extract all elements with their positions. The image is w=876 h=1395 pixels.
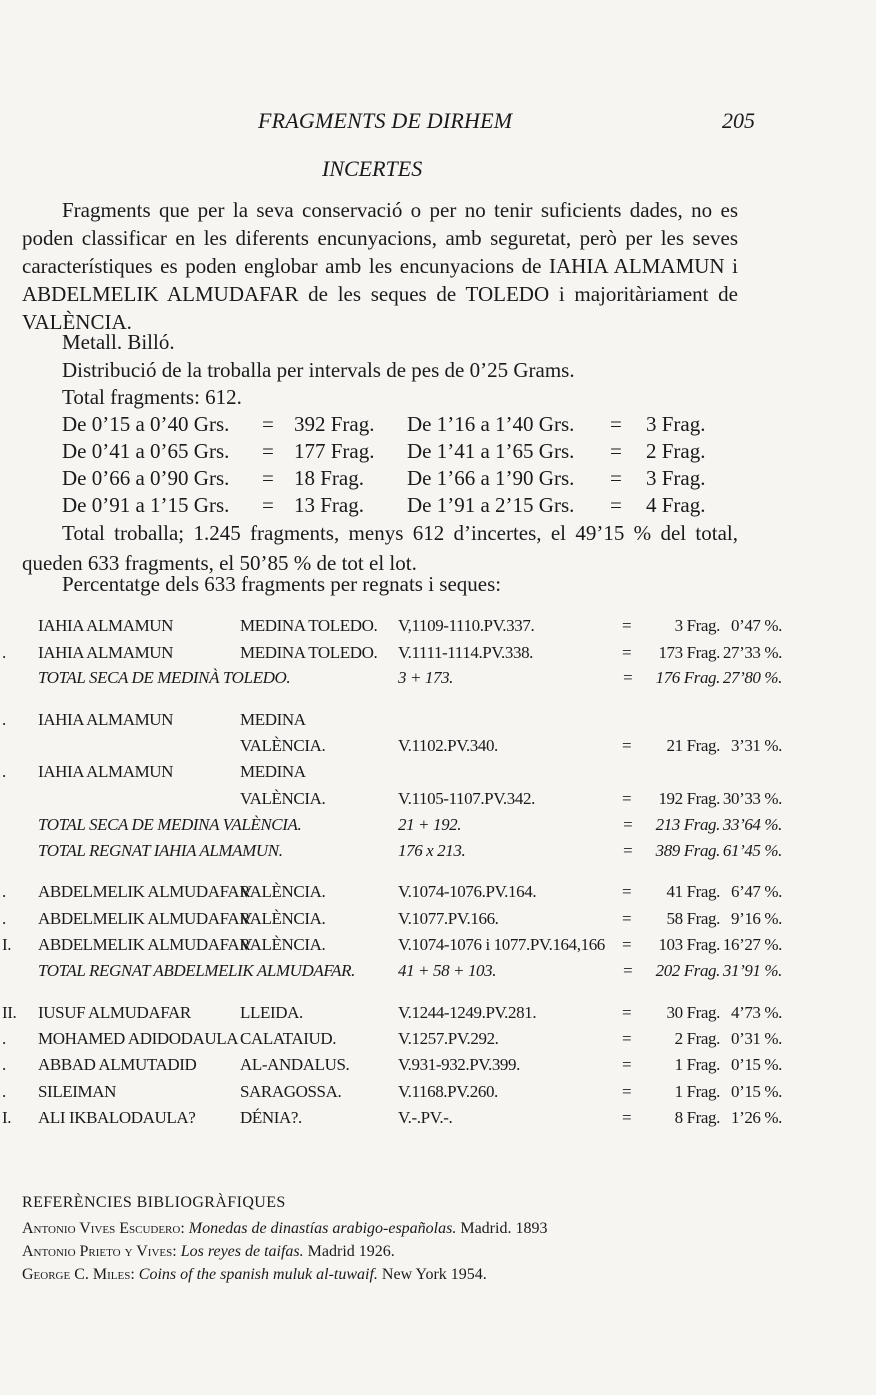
table-row — [0, 1082, 876, 1106]
table-row — [0, 789, 876, 813]
cell-pct: 61’45 %. — [722, 841, 782, 860]
cell-ruler: ABDELMELIK ALMUDAFAR — [38, 909, 251, 928]
cell-pct: 33’64 %. — [722, 815, 782, 834]
cell-ruler: IAHIA ALMAMUN — [38, 710, 174, 729]
table-row — [0, 909, 876, 933]
table-row — [0, 762, 876, 786]
cell-frag: 21 Frag. — [666, 736, 720, 755]
cell-frag: 30 Frag. — [666, 1003, 720, 1022]
distribution-range-a: De 0’91 a 1’15 Grs. — [62, 493, 230, 517]
cell-frag: 389 Frag. — [655, 841, 720, 860]
cell-frag: 173 Frag. — [658, 643, 720, 662]
cell-frag: 213 Frag. — [655, 815, 720, 834]
table-row — [0, 882, 876, 906]
cell-mint: LLEIDA. — [240, 1003, 303, 1022]
cell-ruler: TOTAL SECA DE MEDINÀ TOLEDO. — [38, 668, 291, 687]
reference-author: George C. Miles: — [22, 1266, 135, 1283]
cell-mark: . — [2, 1082, 6, 1101]
distribution-range-b: De 1’16 a 1’40 Grs. — [407, 412, 575, 436]
cell-mark: . — [2, 643, 6, 662]
reference-publication: New York 1954. — [381, 1266, 487, 1283]
cell-eq: = — [622, 1055, 632, 1074]
table-row — [0, 710, 876, 734]
cell-ruler: IAHIA ALMAMUN — [38, 643, 174, 662]
reference-title: Monedas de dinastías arabigo-españolas. — [188, 1220, 457, 1237]
cell-frag: 8 Frag. — [674, 1108, 720, 1127]
reference-item — [22, 1243, 395, 1261]
table-row — [0, 736, 876, 760]
reference-publication: Madrid 1926. — [307, 1243, 395, 1260]
cell-ruler: TOTAL SECA DE MEDINA VALÈNCIA. — [38, 815, 302, 834]
cell-ref: V.1111-1114.PV.338. — [398, 643, 534, 662]
cell-mark: I. — [2, 935, 12, 954]
cell-ref: 21 + 192. — [398, 815, 462, 834]
cell-frag: 58 Frag. — [666, 909, 720, 928]
distribution-count-a: 392 Frag. — [294, 412, 375, 436]
cell-ref: 3 + 173. — [398, 668, 454, 687]
cell-mint: DÉNIA?. — [240, 1108, 302, 1127]
cell-ref: V.1168.PV.260. — [398, 1082, 498, 1101]
cell-frag: 1 Frag. — [674, 1055, 720, 1074]
cell-mint: VALÈNCIA. — [240, 789, 326, 808]
cell-pct: 31’91 %. — [722, 961, 782, 980]
table-row — [0, 935, 876, 959]
cell-frag: 3 Frag. — [674, 616, 720, 635]
cell-mark: . — [2, 882, 6, 901]
cell-frag: 1 Frag. — [674, 1082, 720, 1101]
reference-author: Antonio Prieto y Vives: — [22, 1243, 177, 1260]
cell-eq: = — [622, 668, 634, 687]
reference-item — [22, 1266, 487, 1284]
percentage-title: Percentatge dels 633 fragments per regnats i seques: — [62, 572, 502, 596]
cell-ruler: IUSUF ALMUDAFAR — [38, 1003, 191, 1022]
cell-pct: 30’33 %. — [722, 789, 782, 808]
distribution-title: Distribució de la troballa per intervals de pes de 0’25 Grams. — [62, 358, 575, 382]
cell-mint: MEDINA TOLEDO. — [240, 616, 378, 635]
table-row — [0, 815, 876, 839]
cell-pct: 6’47 %. — [730, 882, 782, 901]
cell-mint: VALÈNCIA. — [240, 935, 326, 954]
cell-frag: 103 Frag. — [658, 935, 720, 954]
cell-pct: 27’80 %. — [722, 668, 782, 687]
cell-mark: . — [2, 762, 6, 781]
cell-ref: V,1109-1110.PV.337. — [398, 616, 535, 635]
distribution-eq-b: = — [610, 439, 622, 463]
cell-ruler: MOHAMED ADIDODAULA — [38, 1029, 239, 1048]
cell-mint: MEDINA — [240, 762, 306, 781]
cell-pct: 0’47 %. — [730, 616, 782, 635]
table-row — [0, 668, 876, 692]
cell-mark: I. — [2, 1108, 12, 1127]
reference-item — [22, 1220, 547, 1238]
cell-ref: V.1257.PV.292. — [398, 1029, 499, 1048]
page-number: 205 — [722, 108, 755, 133]
cell-frag: 176 Frag. — [655, 668, 720, 687]
distribution-eq-a: = — [262, 493, 274, 517]
cell-pct: 3’31 %. — [730, 736, 782, 755]
cell-ref: V.1074-1076.PV.164. — [398, 882, 537, 901]
cell-eq: = — [622, 643, 632, 662]
table-row — [0, 961, 876, 985]
cell-mark: . — [2, 710, 6, 729]
cell-pct: 1’26 %. — [730, 1108, 782, 1127]
distribution-range-a: De 0’66 a 0’90 Grs. — [62, 466, 230, 490]
cell-ruler: TOTAL REGNAT IAHIA ALMAMUN. — [38, 841, 283, 860]
cell-eq: = — [622, 616, 632, 635]
cell-ref: V.931-932.PV.399. — [398, 1055, 520, 1074]
table-row — [0, 643, 876, 667]
cell-mint: MEDINA — [240, 710, 306, 729]
cell-pct: 27’33 %. — [722, 643, 782, 662]
cell-mark: . — [2, 1055, 6, 1074]
cell-frag: 2 Frag. — [674, 1029, 720, 1048]
reference-title: Coins of the spanish muluk al-tuwaif. — [138, 1266, 378, 1283]
cell-mint: VALÈNCIA. — [240, 882, 326, 901]
reference-publication: Madrid. 1893 — [460, 1220, 548, 1237]
cell-ref: 176 x 213. — [398, 841, 466, 860]
section-title: INCERTES — [322, 156, 423, 181]
cell-pct: 4’73 %. — [730, 1003, 782, 1022]
cell-pct: 0’31 %. — [730, 1029, 782, 1048]
distribution-count-b: 3 Frag. — [646, 466, 706, 490]
cell-eq: = — [622, 1003, 632, 1022]
cell-ref: V.1102.PV.340. — [398, 736, 498, 755]
cell-eq: = — [622, 815, 634, 834]
cell-ruler: ALI IKBALODAULA? — [38, 1108, 196, 1127]
table-row — [0, 841, 876, 865]
cell-eq: = — [622, 1108, 632, 1127]
cell-mark: . — [2, 1029, 6, 1048]
cell-ref: V.-.PV.-. — [398, 1108, 453, 1127]
cell-pct: 16’27 %. — [722, 935, 782, 954]
cell-ruler: IAHIA ALMAMUN — [38, 616, 174, 635]
cell-eq: = — [622, 961, 634, 980]
distribution-range-b: De 1’66 a 1’90 Grs. — [407, 466, 575, 490]
cell-mint: VALÈNCIA. — [240, 736, 326, 755]
cell-ref: V.1105-1107.PV.342. — [398, 789, 535, 808]
cell-eq: = — [622, 789, 632, 808]
distribution-eq-b: = — [610, 493, 622, 517]
cell-mint: MEDINA TOLEDO. — [240, 643, 378, 662]
intro-paragraph: Fragments que per la seva conservació o per no tenir suficients dades, no es poden classificar en les diferents encunyacions, amb seguretat, però per les seves característiques es poden englobar amb les encunyacions de IAHIA ALMAMUN i ABDELMELIK ALMUDAFAR de les seques de TOLEDO i majoritàriament de VALÈNCIA. — [22, 198, 738, 334]
total-paragraph: Total troballa; 1.245 fragments, menys 612 d’incertes, el 49’15 % del total, queden 633 fragments, el 50’85 % de tot el lot. — [22, 521, 738, 575]
distribution-range-a: De 0’15 a 0’40 Grs. — [62, 412, 230, 436]
cell-ruler: SILEIMAN — [38, 1082, 117, 1101]
distribution-count-b: 3 Frag. — [646, 412, 706, 436]
distribution-eq-a: = — [262, 466, 274, 490]
table-row — [0, 616, 876, 640]
cell-mint: CALATAIUD. — [240, 1029, 337, 1048]
reference-title: Los reyes de taifas. — [180, 1243, 304, 1260]
cell-eq: = — [622, 909, 632, 928]
cell-frag: 192 Frag. — [658, 789, 720, 808]
distribution-count-b: 4 Frag. — [646, 493, 706, 517]
cell-eq: = — [622, 935, 632, 954]
cell-mint: VALÈNCIA. — [240, 909, 326, 928]
cell-eq: = — [622, 882, 632, 901]
cell-ref: V.1244-1249.PV.281. — [398, 1003, 537, 1022]
cell-mark: . — [2, 909, 6, 928]
cell-ruler: TOTAL REGNAT ABDELMELIK ALMUDAFAR. — [38, 961, 356, 980]
distribution-eq-b: = — [610, 412, 622, 436]
metal-line: Metall. Billó. — [62, 330, 175, 354]
cell-mark: II. — [2, 1003, 17, 1022]
distribution-range-b: De 1’91 a 2’15 Grs. — [407, 493, 575, 517]
cell-ruler: ABBAD ALMUTADID — [38, 1055, 197, 1074]
cell-frag: 202 Frag. — [655, 961, 720, 980]
distribution-count-b: 2 Frag. — [646, 439, 706, 463]
cell-ref: 41 + 58 + 103. — [398, 961, 497, 980]
table-row — [0, 1055, 876, 1079]
cell-pct: 0’15 %. — [730, 1082, 782, 1101]
distribution-range-a: De 0’41 a 0’65 Grs. — [62, 439, 230, 463]
cell-frag: 41 Frag. — [666, 882, 720, 901]
cell-eq: = — [622, 841, 634, 860]
distribution-eq-b: = — [610, 466, 622, 490]
distribution-eq-a: = — [262, 412, 274, 436]
distribution-eq-a: = — [262, 439, 274, 463]
table-row — [0, 1029, 876, 1053]
cell-mint: AL-ANDALUS. — [240, 1055, 350, 1074]
cell-ref: V.1074-1076 i 1077.PV.164,166 — [398, 935, 605, 954]
total-fragments: Total fragments: 612. — [62, 385, 242, 409]
table-row — [0, 1003, 876, 1027]
distribution-count-a: 177 Frag. — [294, 439, 375, 463]
cell-mint: SARAGOSSA. — [240, 1082, 342, 1101]
cell-pct: 0’15 %. — [730, 1055, 782, 1074]
reference-author: Antonio Vives Escudero: — [22, 1220, 185, 1237]
running-title: FRAGMENTS DE DIRHEM — [258, 108, 513, 133]
cell-ruler: IAHIA ALMAMUN — [38, 762, 174, 781]
distribution-count-a: 13 Frag. — [294, 493, 364, 517]
distribution-range-b: De 1’41 a 1’65 Grs. — [407, 439, 575, 463]
cell-eq: = — [622, 736, 632, 755]
cell-ref: V.1077.PV.166. — [398, 909, 499, 928]
cell-ruler: ABDELMELIK ALMUDAFAR — [38, 882, 251, 901]
cell-pct: 9’16 %. — [730, 909, 782, 928]
cell-ruler: ABDELMELIK ALMUDAFAR — [38, 935, 251, 954]
table-row — [0, 1108, 876, 1132]
distribution-count-a: 18 Frag. — [294, 466, 364, 490]
cell-eq: = — [622, 1029, 632, 1048]
references-heading: REFERÈNCIES BIBLIOGRÀFIQUES — [22, 1194, 286, 1211]
cell-eq: = — [622, 1082, 632, 1101]
